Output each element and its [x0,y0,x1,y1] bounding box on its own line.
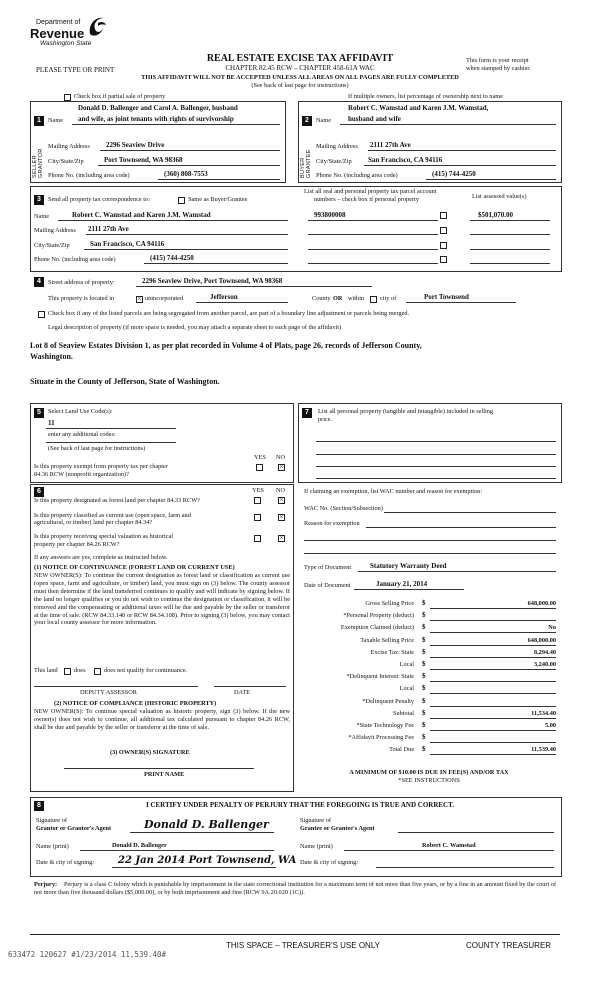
city-value[interactable]: Port Townsend [424,293,469,301]
grantee-printed-name[interactable]: Robert C. Wamstad [422,842,476,849]
tax-mail-value[interactable]: 2111 27th Ave [88,225,129,233]
fee-row-label: Exemption Claimed (deduct) [340,624,414,632]
grantor-mail-label: Mailing Address [48,143,90,150]
legal-description-line1: Lot 8 of Seaview Estates Division 1, as per plat recorded in Volume 4 of Plats, page 26, records of Jefferson County, [30,341,422,350]
land-use-label: Select Land Use Code(s): [48,408,113,415]
same-as-buyer-checkbox[interactable] [178,197,185,204]
fee-row-label: Local [399,661,414,668]
doc-type-label: Type of Document [304,564,352,571]
tax-city-label: City/State/Zip [34,242,70,249]
tax-name-label: Name [34,213,50,220]
deputy-date-label: DATE [234,689,251,696]
grantee-city-value[interactable]: San Francisco, CA 94116 [368,156,443,164]
grantor-signature[interactable]: Donald D. Ballenger [144,818,269,831]
partial-sale-label: Check box if partial sale of property [74,93,166,100]
unincorporated-checkbox[interactable]: × [137,295,142,303]
within-city-checkbox[interactable] [370,296,377,303]
perjury-label: Perjury: [34,881,58,888]
perjury-text: Perjury is a class C felony which is punishable by imprisonment in the state correctional institution for a maximum term of not more than five years, or by a fine in an amount fixed by the court of not more than five thousand dollars ($5,000.00), or by both imprisonment and fine (RCW 9A.20.020 (1C)). [34,881,557,896]
county-treasurer-label: COUNTY TREASURER [466,941,552,950]
parcel-header-2: numbers – check box if personal property [314,196,419,203]
fee-row-label: Gross Selling Price [365,600,414,607]
land-does-label: does [74,667,86,674]
fee-row-value[interactable]: No [548,624,556,632]
section2-box [298,101,562,183]
doc-type-value[interactable]: Statutory Warranty Deed [370,562,447,570]
fee-row-label: Excise Tax: State [370,648,414,656]
section2-number: 2 [302,116,312,126]
owner-signature-label: (3) OWNER(S) SIGNATURE [110,749,190,756]
fee-row-label: *Personal Property (deduct) [343,612,414,620]
fee-row-value[interactable]: 8,294.40 [533,648,556,656]
multiple-owners-note: If multiple owners, list percentage of ownership next to name [348,93,503,100]
unincorporated-label: unincorporated [145,295,184,302]
section6-box [30,484,294,792]
exempt-question-2: 84.36 RCW (nonprofit organization)? [34,471,129,478]
this-land-label: This land [34,667,58,674]
historic-question-2: property per chapter 84.26 RCW? [34,541,120,548]
section5-yes-header: YES [254,454,266,461]
fee-row-dollar-sign: $ [422,684,426,693]
see-instructions-note: *SEE INSTRUCTIONS [398,777,460,784]
section1-number: 1 [34,116,44,126]
section5-no-header: NO [276,454,286,461]
section6-number: 6 [34,487,44,497]
section6-yes-header: YES [252,487,264,494]
current-use-question-2: agricultural, or timber) land per chapter 84.34? [34,519,153,526]
parcel-3-personal-checkbox[interactable] [440,242,447,249]
fee-row-value[interactable]: 648,000.00 [527,600,556,607]
grantor-phone-value[interactable]: (360) 808-7553 [164,170,208,178]
same-as-buyer-label: Same as Buyer/Grantee [188,196,248,203]
notice-compliance-title: (2) NOTICE OF COMPLIANCE (HISTORIC PROPERTY) [54,700,217,707]
fee-row-dollar-sign: $ [422,721,426,729]
within-label: within [348,295,365,302]
tax-mail-label: Mailing Address [34,227,76,234]
fee-row-dollar-sign: $ [422,672,426,681]
fee-row-value[interactable]: 648,000.00 [527,636,556,644]
grantee-agent-label: Grantee or Grantee's Agent [300,825,375,832]
notice-continuance-title: (1) NOTICE OF CONTINUANCE (FOREST LAND OR CURRENT USE) [34,564,235,571]
fee-row-label: Subtotal [393,709,414,717]
grantor-city-value[interactable]: Port Townsend, WA 98368 [104,156,183,164]
forest-yes-checkbox[interactable] [254,497,261,504]
grantor-sig-of-label: Signature of [36,817,67,824]
historic-no-checkbox[interactable]: × [279,534,284,542]
dor-swoosh-icon [86,14,108,38]
treasurer-use-label: THIS SPACE – TREASURER'S USE ONLY [226,941,381,950]
partial-sale-checkbox[interactable] [64,94,71,101]
section6-no-header: NO [276,487,286,494]
exempt-no-checkbox[interactable]: × [279,463,284,471]
parcel-header-1: List all real and personal property tax parcel account [304,188,437,195]
fee-row-label: *Affidavit Processing Fee [348,734,414,742]
located-in-label: This property is located in [48,295,115,302]
fee-row-dollar-sign: $ [422,611,426,620]
fee-row-dollar-sign: $ [422,647,426,656]
section7-box [298,403,562,483]
buyer-grantee-label: BUYER GRANTEE [300,149,312,178]
section3-number: 3 [34,195,44,205]
grantee-city-label: City/State/Zip [316,158,352,165]
grantee-name-line2: husband and wife [348,115,401,123]
receipt-note-1: This form is your receipt [466,57,529,64]
grantee-sig-of-label: Signature of [300,817,331,824]
parcel-number-1[interactable]: 993800008 [314,211,346,219]
send-correspondence-label: Send all property tax correspondence to: [48,196,150,203]
fee-row-dollar-sign: $ [422,733,426,742]
city-of-label: city of [380,295,397,302]
section4-number: 4 [34,277,44,287]
certify-statement: I CERTIFY UNDER PENALTY OF PERJURY THAT THE FOREGOING IS TRUE AND CORRECT. [145,801,454,809]
fee-row-label: *Delinquent Interest: State [346,673,414,681]
fee-row-dollar-sign: $ [422,708,426,717]
fee-row-dollar-sign: $ [422,599,426,607]
grantor-name-print-label: Name (print) [36,843,69,850]
land-does-not-checkbox[interactable] [94,668,101,675]
fee-row-dollar-sign: $ [422,745,426,754]
form-warning: THIS AFFIDAVIT WILL NOT BE ACCEPTED UNLESS ALL AREAS ON ALL PAGES ARE FULLY COMPLETED [141,74,459,81]
forest-no-checkbox[interactable]: × [279,496,284,504]
grantor-name-label: Name [48,117,64,124]
current-use-question-1: Is this property classified as current use (open space, farm and [34,512,191,519]
segregated-label: Check box if any of the listed parcels are being segregated from another parcel, are part of a boundary line adjustment or parcels being merged. [48,310,410,317]
exempt-question-1: Is this property exempt from property tax per chapter [34,463,168,470]
fee-row-label: Local [399,685,414,693]
grantee-phone-label: Phone No. (including area code) [316,172,398,179]
tax-phone-value[interactable]: (415) 744-4250 [150,254,194,262]
grantor-agent-label: Grantor or Grantor's Agent [36,825,112,832]
land-use-see-back: (See back of last page for instructions) [48,445,146,452]
grantor-name-line1: Donald D. Ballenger and Carol A. Ballenger, husband [78,104,238,112]
doc-date-value[interactable]: January 21, 2014 [376,580,428,588]
section7-number: 7 [302,408,312,418]
if-yes-instruction: If any answers are yes, complete as instructed below. [34,554,168,561]
current-use-yes-checkbox[interactable] [254,514,261,521]
grantee-name-line1: Robert C. Wamstad and Karen J.M. Wamstad, [348,104,489,112]
additional-codes-label: enter any additional codes: [48,431,116,438]
grantor-mail-value[interactable]: 2296 Seaview Drive [106,141,165,149]
grantor-city-label: City/State/Zip [48,158,84,165]
land-does-not-label: does not qualify for continuance. [104,667,188,674]
grantor-phone-label: Phone No. (including area code) [48,172,130,179]
section5-number: 5 [34,408,44,418]
county-label: County [312,295,331,302]
fee-row-dollar-sign: $ [422,696,426,705]
grantee-name-print-label: Name (print) [300,843,333,850]
historic-question-1: Is this property receiving special valuation as historical [34,533,174,540]
land-use-value[interactable]: 11 [48,419,55,427]
exempt-yes-checkbox[interactable] [256,464,263,471]
form-title: REAL ESTATE EXCISE TAX AFFIDAVIT [206,53,394,64]
print-note: PLEASE TYPE OR PRINT [36,66,115,74]
doc-date-label: Date of Document [304,582,351,589]
fee-row-value[interactable]: 5.00 [544,722,556,729]
notice-continuance-body: NEW OWNER(S): To continue the current designation as forest land or classification as current use (open space, farm and agriculture, or timber) land, you must sign on (3) below. The county assessor must then determine if the land transferred continues to qualify and will indicate by signing below. If the land no longer qualifies or you do not wish to continue the designation or classification, it will be removed and the compensating or additional taxes will be due and payable by the seller or transferor at the time of sale. (RCW 84.33.140 or RCW 84.34.108). Prior to signing (3) below, you may contact your local county assessor for more information. [34,572,290,627]
notice-compliance-body: NEW OWNER(S): To continue special valuation as historic property, sign (3) below. If the new owner(s) does not wish to continue, all additional tax calculated pursuant to chapter 84.26 RCW, shall be due and payable by the seller or transferor at the time of sale. [34,708,290,731]
street-address-label: Street address of property: [48,279,115,286]
cashier-stamp: 633472 120627 #1/23/2014 11,539.40# [8,950,167,959]
fee-row-value[interactable]: 3,240.00 [533,661,556,668]
grantor-date-city-label: Date & city of signing: [36,859,95,866]
fee-row-label: *State Technology Fee [356,722,414,729]
agency-line3: Washington State [40,40,92,47]
parcel-4-personal-checkbox[interactable] [440,256,447,263]
assessed-header: List assessed value(s) [472,193,527,200]
grantee-phone-value[interactable]: (415) 744-4250 [432,170,476,178]
legal-description-label: Legal description of property (if more space is needed, you may attach a separate sheet to each page of the affidavit) [48,324,342,331]
fee-row-label: Total Due [389,746,414,754]
street-address-value[interactable]: 2296 Seaview Drive, Port Townsend, WA 98368 [142,277,283,285]
grantee-date-city-label: Date & city of signing: [300,859,359,866]
tax-city-value[interactable]: San Francisco, CA 94116 [90,240,165,248]
historic-yes-checkbox[interactable] [254,535,261,542]
or-label: OR [333,295,343,302]
personal-property-label-2: price. [318,416,333,423]
tax-phone-label: Phone No. (including area code) [34,256,116,263]
fee-row-label: *Delinquent Penalty [362,697,414,705]
receipt-note-2: when stamped by cashier. [466,65,531,72]
grantor-date-city-value[interactable]: 22 Jan 2014 Port Townsend, WA [118,855,297,866]
agency-line1: Department of [36,19,81,26]
wac-number-label: WAC No. (Section/Subsection) [304,505,383,512]
legal-description-line3: Situate in the County of Jefferson, State of Washington. [30,377,220,386]
land-does-checkbox[interactable] [64,668,71,675]
fee-row-dollar-sign: $ [422,635,426,644]
agency-line2: Revenue [30,26,85,41]
deputy-assessor-label: DEPUTY ASSESSOR [80,689,137,696]
parcel-1-personal-checkbox[interactable] [440,212,447,219]
current-use-no-checkbox[interactable]: × [279,513,284,521]
fee-row-dollar-sign: $ [422,660,426,668]
personal-property-label-1: List all personal property (tangible and intangible) included in selling [318,408,494,415]
minimum-fee-note: A MINIMUM OF $10.00 IS DUE IN FEE(S) AND/OR TAX [349,769,509,776]
form-chapter: CHAPTER 82.45 RCW – CHAPTER 458-61A WAC [225,64,375,72]
exemption-label: If claiming an exemption, list WAC number and reason for exemption: [304,488,483,495]
legal-description-line2: Washington. [30,352,73,361]
fee-row-value[interactable]: 11,534.40 [531,709,556,717]
fee-row-dollar-sign: $ [422,623,426,632]
see-back-note: (See back of last page for instructions) [251,82,349,89]
segregated-checkbox[interactable] [38,311,45,318]
forest-land-question: Is this property designated as forest land per chapter 84.33 RCW? [34,497,200,504]
parcel-2-personal-checkbox[interactable] [440,227,447,234]
county-value[interactable]: Jefferson [210,293,238,301]
grantee-mail-value[interactable]: 2111 27th Ave [370,141,411,149]
assessed-value-1[interactable]: $501,070.00 [478,211,513,219]
seller-grantor-label: SELLER GRANTOR [32,148,44,178]
grantee-name-label: Name [316,117,332,124]
grantor-printed-name[interactable]: Donald D. Ballenger [112,842,167,849]
fee-row-value[interactable]: 11,539.40 [531,746,556,754]
tax-name-value[interactable]: Robert C. Wamstad and Karen J.M. Wamstad [72,211,211,219]
grantee-mail-label: Mailing Address [316,143,358,150]
print-name-label: PRINT NAME [144,771,185,778]
fee-row-label: Taxable Selling Price [360,636,414,644]
exemption-reason-label: Reason for exemption [304,520,360,527]
grantor-name-line2: and wife, as joint tenants with rights of survivorship [78,115,234,123]
section8-number: 8 [34,801,44,811]
